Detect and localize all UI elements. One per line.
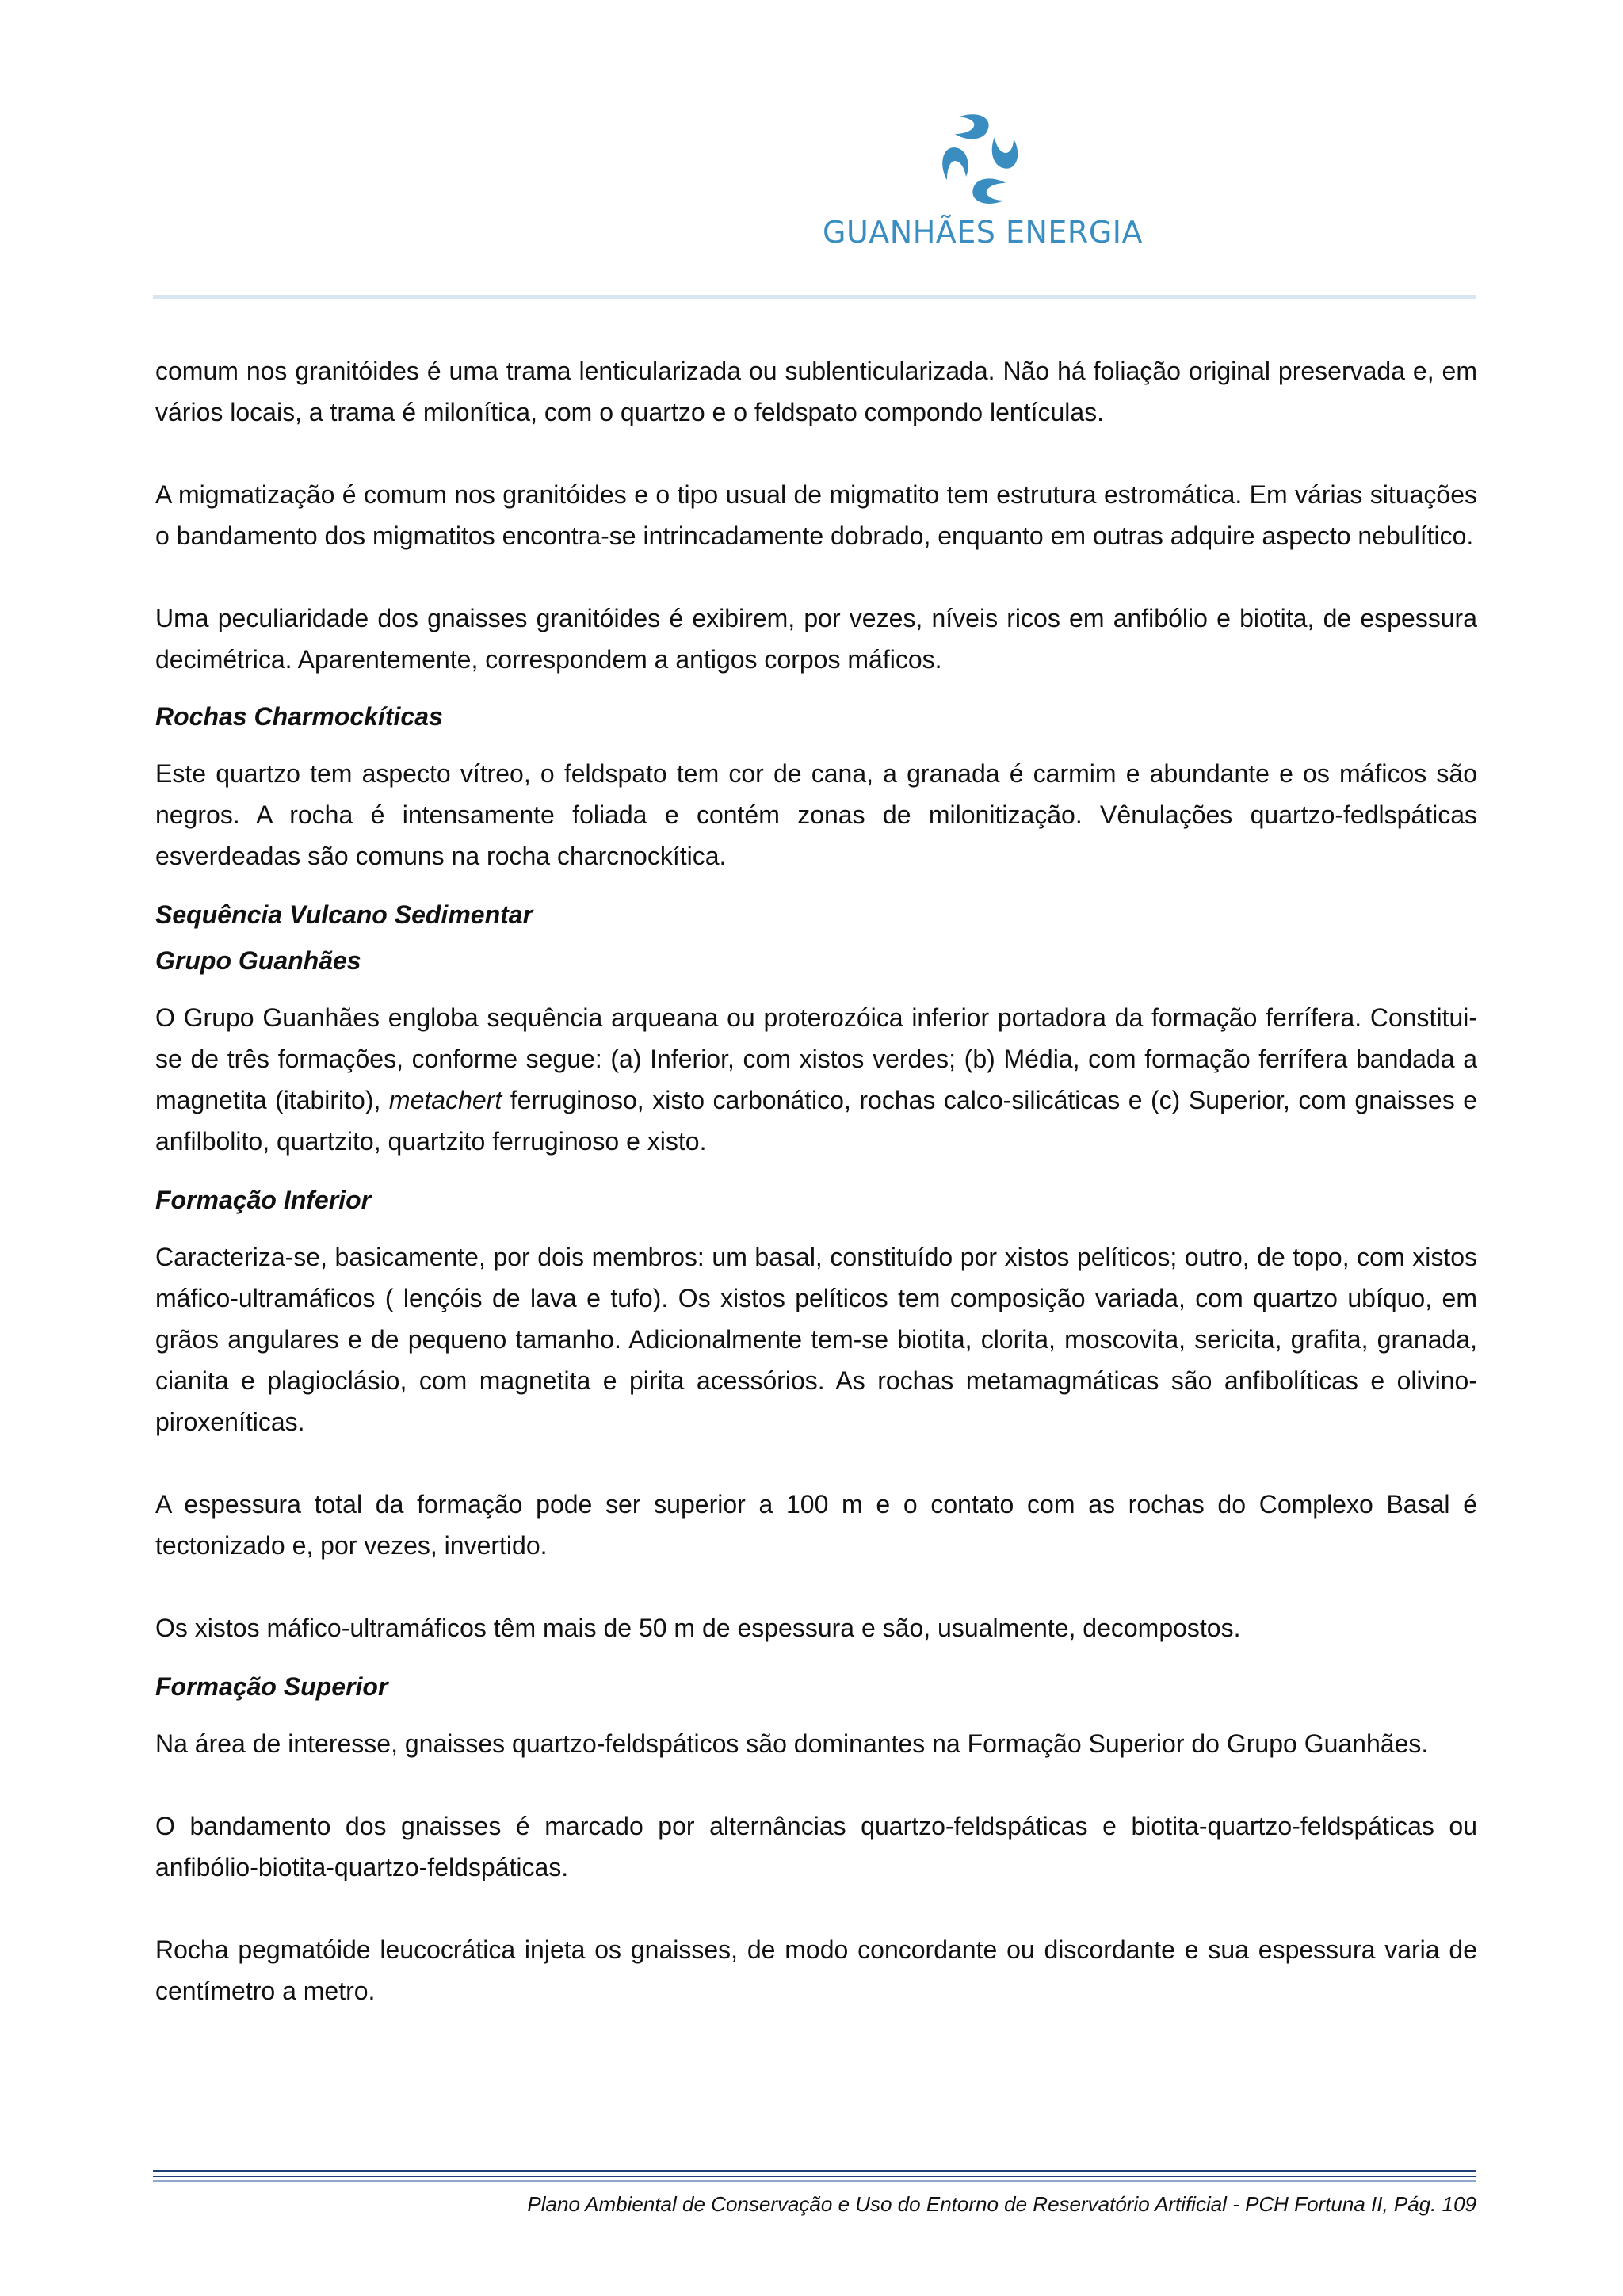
header-divider [153,295,1476,299]
paragraph: O bandamento dos gnaisses é marcado por alternâncias quartzo-feldspáticas e biotita-quartzo-feldspáticas ou anfibólio-biotita-quartzo-feldspáticas. [155,1812,1477,1881]
paragraph: Os xistos máfico-ultramáficos têm mais de 50 m de espessura e são, usualmente, decompostos. [155,1614,1241,1642]
section-heading: Formação Superior [155,1672,388,1701]
paragraph-text: ferruginoso, xisto carbonático, rochas calco-silicáticas e (c) Superior, com gnaisses e anfilbolito, quartzito, quartzito ferruginoso e xisto. [155,1086,1478,1156]
footer-divider [153,2170,1476,2172]
paragraph: Este quartzo tem aspecto vítreo, o feldspato tem cor de cana, a granada é carmim e abundante e os máficos são negros. A rocha é intensamente foliada e contém zonas de milonitização. Vênulações quartzo-fedlspáticas esverdeadas são comuns na rocha charcnockítica. [155,759,1477,870]
logo-text: GUANHÃES ENERGIA [823,215,1143,250]
footer-divider [153,2176,1476,2177]
section-heading: Formação Inferior [155,1186,372,1214]
paragraph: Na área de interesse, gnaisses quartzo-feldspáticos são dominantes na Formação Superior do Grupo Guanhães. [155,1729,1429,1758]
paragraph: comum nos granitóides é uma trama lenticularizada ou sublenticularizada. Não há foliação original preservada e, em vários locais, a trama é milonítica, com o quartzo e o feldspato compondo lentículas. [155,357,1477,426]
paragraph: A espessura total da formação pode ser superior a 100 m e o contato com as rochas do Complexo Basal é tectonizado e, por vezes, invertido. [155,1490,1477,1560]
paragraph [155,997,1477,1162]
paragraph: A migmatização é comum nos granitóides e o tipo usual de migmatito tem estrutura estromática. Em várias situações o bandamento dos migmatitos encontra-se intrincadamente dobrado, enquanto em outras adquire aspecto nebulítico. [155,480,1477,550]
footer-divider [153,2180,1476,2182]
paragraph-text: O Grupo Guanhães engloba sequência arqueana ou proterozóica inferior portadora da formação ferrífera. Constitui-se de três formações, conforme segue: (a) Inferior, com xistos verdes; (b) Média, com formação ferrífera bandada a magnetita (itabirito), [155,1003,1477,1114]
paragraph: Caracteriza-se, basicamente, por dois membros: um basal, constituído por xistos pelíticos; outro, de topo, com xistos máfico-ultramáficos ( lençóis de lava e tufo). Os xistos pelíticos tem composição variada, com quartzo ubíquo, em grãos angulares e de pequeno tamanho. Adicionalmente tem-se biotita, clorita, moscovita, sericita, grafita, granada, cianita e plagioclásio, com magnetita e pirita acessórios. As rochas metamagmáticas são anfibolíticas e olivino-piroxeníticas. [155,1243,1477,1436]
document-body [155,350,1477,2011]
company-logo [816,107,1149,250]
paragraph: Rocha pegmatóide leucocrática injeta os gnaisses, de modo concordante ou discordante e sua espessura varia de centímetro a metro. [155,1935,1477,2005]
paragraph: Uma peculiaridade dos gnaisses granitóides é exibirem, por vezes, níveis ricos em anfibólio e biotita, de espessura decimétrica. Aparentemente, correspondem a antigos corpos máficos. [155,604,1477,674]
guanhaes-energia-logo-icon [931,107,1034,210]
section-heading: Rochas Charmockíticas [155,702,443,731]
section-heading: Sequência Vulcano Sedimentar [155,900,533,929]
page-footer: Plano Ambiental de Conservação e Uso do Entorno de Reservatório Artificial - PCH Fortuna II, Pág. 109 [527,2192,1476,2216]
subsection-heading: Grupo Guanhães [155,946,361,975]
emphasis-text: metachert [388,1086,502,1114]
